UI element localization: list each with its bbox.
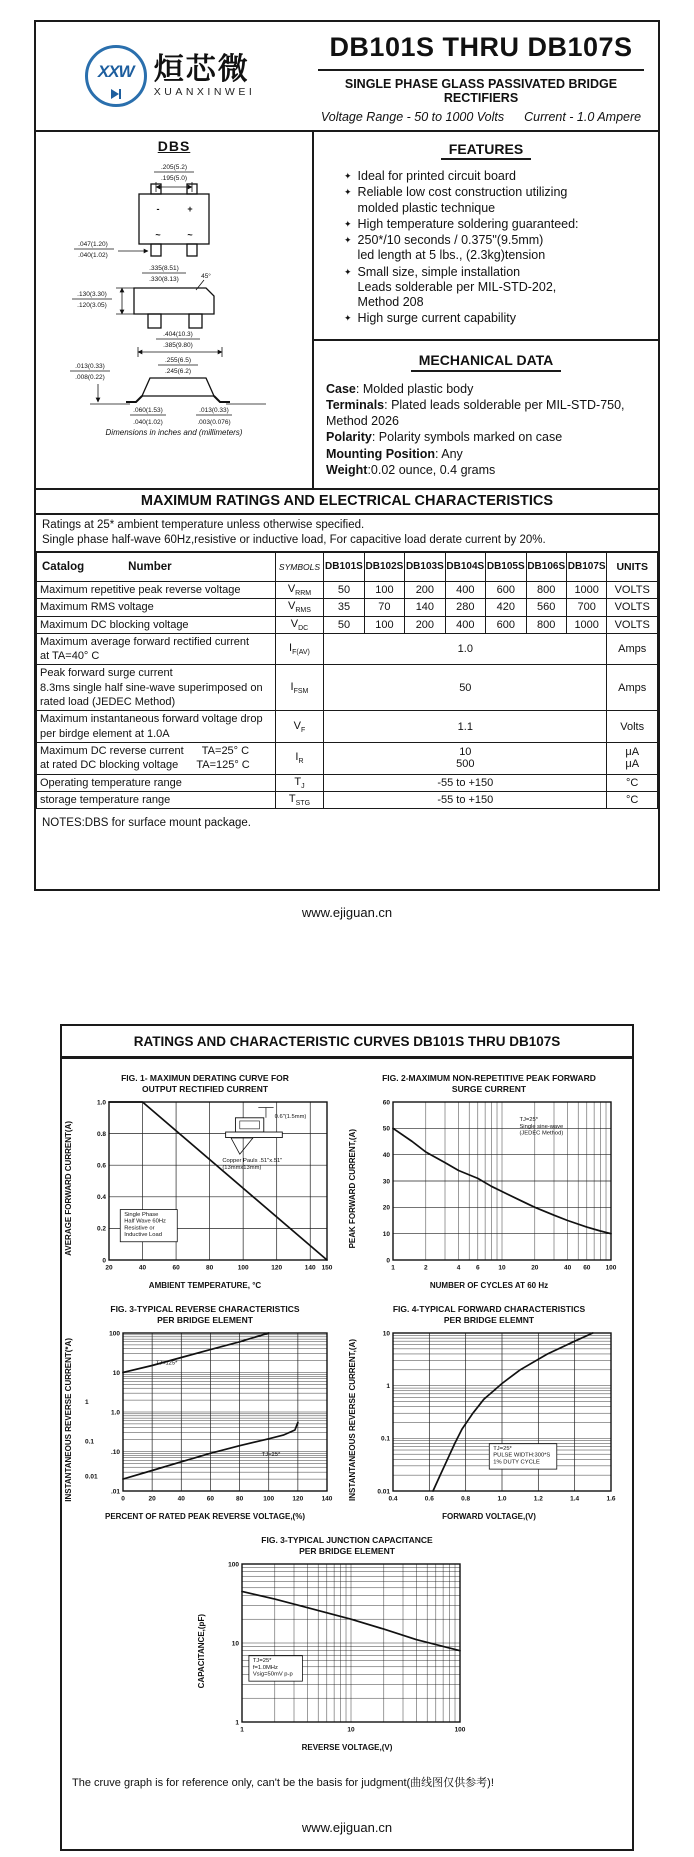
fig2-canvas: [361, 1096, 621, 1276]
rating-value: 400: [445, 616, 485, 633]
y-tick-label: 0.01: [377, 1488, 390, 1496]
polarity-plus-mark: +: [187, 204, 193, 214]
x-axis-label: REVERSE VOLTAGE,(V): [301, 1743, 393, 1753]
x-tick-label: 20: [148, 1495, 156, 1503]
rating-value: 800: [526, 581, 566, 598]
y-tick-label: 10: [382, 1330, 390, 1338]
x-tick-label: 120: [271, 1264, 283, 1272]
rating-value: 10 500: [324, 742, 607, 774]
rating-value: 200: [405, 581, 445, 598]
rating-value: 700: [566, 599, 606, 616]
notes-text: NOTES:DBS for surface mount package.: [42, 817, 252, 830]
col-db102s: DB102S: [364, 552, 404, 581]
rating-value: 140: [405, 599, 445, 616]
parameter-name: Maximum RMS voltage: [37, 599, 276, 616]
x-tick-label: 1.2: [533, 1495, 543, 1503]
chart-annotation: PULSE WIDTH:300*S: [493, 1453, 551, 1460]
logo-xxw-text: XXW: [97, 62, 134, 81]
dim-body-height-min: .120(3.05): [77, 302, 107, 309]
curves-heading: RATINGS AND CHARACTERISTIC CURVES DB101S THRU DB107S: [62, 1026, 632, 1059]
x-tick-label: 4: [456, 1264, 461, 1272]
figure-title: FIG. 3-TYPICAL REVERSE CHARACTERISTICS PER BRIDGE ELEMENT: [110, 1304, 300, 1326]
feature-item: [344, 265, 648, 311]
y-tick-label: 1: [235, 1719, 239, 1727]
feature-bullet-icon: ✦: [344, 266, 352, 277]
mechanical-data-line: Polarity: Polarity symbols marked on case: [326, 430, 563, 445]
rating-value: 50: [324, 581, 364, 598]
voltage-range: Voltage Range - 50 to 1000 Volts: [320, 110, 505, 124]
current-rating: Current - 1.0 Ampere: [524, 110, 642, 124]
dim-overall-width-max: .404(10.3): [163, 331, 193, 338]
figure-3-reverse-characteristics: [64, 1304, 346, 1521]
x-tick-label: 40: [177, 1495, 185, 1503]
figure-2-surge-current: [348, 1073, 630, 1290]
x-tick-label: 1.4: [570, 1495, 580, 1503]
feature-text: Reliable low cost construction utilizing molded plastic technique: [357, 185, 568, 215]
y-tick-label: 10: [382, 1231, 390, 1239]
chart-annotation: f=1.0MHz: [252, 1665, 278, 1672]
figure-title: FIG. 1- MAXIMUN DERATING CURVE FOR OUTPUT RECTIFIED CURRENT: [121, 1073, 289, 1095]
title-block: [304, 22, 658, 130]
feature-bullet-icon: ✦: [344, 187, 352, 198]
y-axis-label: CAPACITANCE,(pF): [197, 1613, 206, 1689]
feature-text: High temperature soldering guaranteed:: [357, 216, 579, 231]
rating-value: 100: [364, 616, 404, 633]
rating-value: 70: [364, 599, 404, 616]
units: μA μA: [607, 742, 658, 774]
ratings-condition-2: Single phase half-wave 60Hz,resistive or inductive load, For capacitive load derate current by 20%.: [42, 533, 546, 546]
parameter-name: Operating temperature range: [37, 774, 276, 791]
dim-foot-length-max: .060(1.53): [133, 407, 163, 414]
chart-annotation: 1% DUTY CYCLE: [493, 1459, 540, 1466]
dim-foot-length-min: .040(1.02): [133, 419, 163, 426]
rating-value: 1000: [566, 616, 606, 633]
feature-bullet-icon: ✦: [344, 171, 352, 181]
dim-lead-thickness-max: .013(0.33): [199, 407, 229, 414]
table-row: [37, 599, 658, 616]
y-outer-label: 1: [85, 1399, 89, 1407]
dim-top-width-max: .205(5.2): [160, 164, 188, 171]
y-tick-label: 0.1: [380, 1435, 390, 1443]
x-tick-label: 40: [138, 1264, 147, 1272]
mechanical-data-heading: MECHANICAL DATA: [411, 351, 562, 372]
polarity-minus-mark: -: [156, 204, 160, 214]
table-row: [37, 633, 658, 665]
feature-item: [344, 217, 648, 232]
chart-annotation: (13mmx13mm): [222, 1165, 262, 1172]
chart-annotation: (JEDEC Method): [519, 1130, 564, 1137]
y-tick-label: 1.0: [96, 1099, 106, 1107]
x-tick-label: 2: [423, 1264, 428, 1272]
brand-text: [154, 54, 256, 98]
y-tick-label: 0.4: [96, 1194, 106, 1202]
y-tick-label: 0.6: [96, 1162, 106, 1170]
parameter-name: Peak forward surge current 8.3ms single half sine-wave superimposed on rated load (JEDEC Method): [37, 665, 276, 711]
col-db105s: DB105S: [486, 552, 526, 581]
figure-5-junction-capacitance: [197, 1535, 497, 1752]
figure-4-forward-characteristics: [348, 1304, 630, 1521]
y-tick-label: 10: [231, 1640, 239, 1648]
y-tick-label: 0.2: [96, 1225, 106, 1233]
symbol: $I_{FSM}$: [275, 665, 324, 711]
units: Amps: [607, 665, 658, 711]
ratings-summary: [318, 110, 644, 124]
feature-text: High surge current capability: [357, 311, 516, 326]
y-axis-label: INSTANTANEOUS REVERSE CURRENT,(A): [348, 1338, 357, 1501]
rating-value: 1.1: [324, 711, 607, 743]
chart-annotation: Resistive or: [124, 1225, 155, 1232]
mechanical-data-section: [314, 341, 658, 489]
dim-body-width-max: .255(6.5): [164, 357, 192, 364]
dim-lead-thickness-min: .003(0.076): [197, 419, 231, 426]
parameter-name: Maximum DC blocking voltage: [37, 616, 276, 633]
x-tick-label: 80: [235, 1495, 244, 1503]
y-tick-label: 100: [228, 1561, 239, 1569]
feature-bullet-icon: ✦: [344, 218, 352, 229]
feature-bullet-icon: ✦: [344, 235, 352, 245]
symbol: $V_F$: [275, 711, 324, 743]
dim-lead-width-min: .040(1.02): [78, 252, 108, 259]
col-db103s: DB103S: [405, 552, 445, 581]
dim-chamfer-angle: 45°: [201, 273, 211, 280]
col-catalog-number: [37, 552, 276, 581]
table-row: [37, 791, 658, 808]
ratings-conditions: [36, 515, 658, 552]
x-axis-label: PERCENT OF RATED PEAK REVERSE VOLTAGE,(%): [104, 1512, 305, 1522]
feature-item: [344, 233, 648, 264]
dimensions-caption: Dimensions in inches and (millimeters): [105, 428, 243, 437]
x-tick-label: 100: [454, 1726, 466, 1734]
chart-annotation: Single Phase: [124, 1211, 159, 1218]
mechanical-data-list: [326, 381, 646, 479]
x-axis-label: AMBIENT TEMPERATURE, °C: [148, 1281, 262, 1291]
feature-bullet-icon: ✦: [344, 313, 352, 324]
fig4-canvas: [361, 1327, 621, 1507]
y-outer-label: 0.01: [85, 1473, 98, 1481]
y-tick-label: 0: [386, 1257, 390, 1265]
chart-annotation: Half Wave 60Hz: [124, 1218, 166, 1225]
brand-latin: XUANXINWEI: [153, 85, 256, 98]
table-row: [37, 742, 658, 774]
units: VOLTS: [607, 599, 658, 616]
package-dimension-drawing: [38, 156, 310, 426]
rating-value: 280: [445, 599, 485, 616]
y-tick-label: 60: [382, 1099, 390, 1107]
x-tick-label: 60: [206, 1495, 215, 1503]
units: °C: [607, 774, 658, 791]
rating-value: 600: [486, 616, 526, 633]
rating-value: 1000: [566, 581, 606, 598]
y-outer-label: 0.1: [85, 1438, 95, 1446]
symbol: $V_{RRM}$: [275, 581, 324, 598]
table-row: [37, 581, 658, 598]
table-row: [37, 774, 658, 791]
x-tick-label: 120: [292, 1495, 304, 1503]
x-tick-label: 0.6: [424, 1495, 434, 1503]
x-tick-label: 10: [347, 1726, 355, 1734]
dim-body-width-min: .245(6.2): [164, 368, 192, 375]
x-tick-label: 0.4: [388, 1495, 398, 1503]
right-column: [314, 132, 658, 488]
ratings-heading: MAXIMUM RATINGS AND ELECTRICAL CHARACTERISTICS: [36, 490, 658, 515]
y-tick-label: .01: [110, 1488, 120, 1496]
x-tick-label: 1.0: [497, 1495, 507, 1503]
col-db101s: DB101S: [324, 552, 364, 581]
xxw-logo-icon: [85, 45, 147, 107]
y-tick-label: .10: [110, 1449, 120, 1457]
dim-side-width-min: .330(8.13): [149, 276, 179, 283]
number-label: Number: [128, 560, 172, 573]
units: VOLTS: [607, 581, 658, 598]
x-tick-label: 100: [605, 1264, 617, 1272]
x-tick-label: 60: [583, 1264, 591, 1272]
x-tick-label: 140: [321, 1495, 333, 1503]
part-number-title: DB101S THRU DB107S: [318, 32, 644, 71]
ac-mark: ~: [155, 230, 161, 240]
mechanical-data-line: Case: Molded plastic body: [326, 381, 474, 396]
col-db106s: DB106S: [526, 552, 566, 581]
y-axis-label: INSTANTANEOUS REVERSE CURRENT(*A): [64, 1337, 73, 1502]
figure-1-derating-curve: [64, 1073, 346, 1290]
figure-row-3: [62, 1535, 632, 1752]
table-row: [37, 711, 658, 743]
parameter-name: Maximum DC reverse current TA=25° C at rated DC blocking voltage TA=125° C: [37, 742, 276, 774]
dim-side-width-max: .335(8.51): [149, 265, 179, 272]
rating-value: -55 to +150: [324, 791, 607, 808]
brand-chinese: 烜芯微: [153, 53, 250, 87]
parameter-name: Maximum instantaneous forward voltage drop per birdge element at 1.0A: [37, 711, 276, 743]
x-axis-label: NUMBER OF CYCLES AT 60 Hz: [429, 1281, 549, 1291]
feature-item: [344, 185, 648, 216]
dim-overall-width-min: .385(9.80): [163, 342, 193, 349]
x-tick-label: 1: [391, 1264, 395, 1272]
feature-text: 250*/10 seconds / 0.375"(9.5mm) led length at 5 lbs., (2.3kg)tension: [357, 233, 546, 263]
table-row: [37, 616, 658, 633]
brand-logo: [36, 22, 304, 130]
page-1: [34, 20, 660, 891]
x-tick-label: 0.8: [461, 1495, 471, 1503]
chart-annotation: TJ=125*: [155, 1360, 178, 1367]
features-section: [314, 132, 658, 341]
mechanical-data-line: Method 2026: [326, 414, 399, 429]
symbol: $V_{DC}$: [275, 616, 324, 633]
y-tick-label: 40: [382, 1152, 390, 1160]
fig1-canvas: [77, 1096, 337, 1276]
x-tick-label: 60: [172, 1264, 180, 1272]
symbol: $V_{RMS}$: [275, 599, 324, 616]
rating-value: 560: [526, 599, 566, 616]
chart-annotation: Single sine-wave: [519, 1123, 564, 1130]
y-tick-label: 10: [112, 1370, 120, 1378]
chart-annotation: TJ=25*: [519, 1117, 538, 1124]
chart-annotation: 0.6"(1.5mm): [274, 1113, 307, 1120]
dim-standoff-max: .013(0.33): [75, 363, 105, 370]
x-tick-label: 100: [263, 1495, 275, 1503]
units: VOLTS: [607, 616, 658, 633]
y-tick-label: 100: [109, 1330, 120, 1338]
website-url: www.ejiguan.cn: [301, 905, 393, 921]
package-inset-pad: [226, 1132, 283, 1138]
x-tick-label: 20: [105, 1264, 113, 1272]
figure-row-2: [62, 1304, 632, 1521]
dim-body-height-max: .130(3.30): [77, 291, 107, 298]
ratings-table: [36, 552, 658, 809]
reference-disclaimer: The cruve graph is for reference only, can't be the basis for judgment(曲线图仅供参考)!: [72, 1777, 494, 1790]
feature-text: Ideal for printed circuit board: [357, 169, 516, 183]
catalog-label: Catalog: [42, 560, 85, 573]
rating-value: 400: [445, 581, 485, 598]
symbol: $T_{STG}$: [275, 791, 324, 808]
feature-text: Small size, simple installation Leads solderable per MIL-STD-202, Method 208: [357, 264, 557, 309]
header: [36, 22, 658, 132]
dim-lead-width-max: .047(1.20): [78, 241, 108, 248]
features-heading: FEATURES: [441, 141, 531, 160]
col-symbols: SYMBOLS: [275, 552, 324, 581]
x-tick-label: 150: [321, 1264, 333, 1272]
x-tick-label: 20: [531, 1264, 539, 1272]
figure-title: FIG. 2-MAXIMUM NON-REPETITIVE PEAK FORWARD SURGE CURRENT: [382, 1073, 596, 1095]
subtitle: SINGLE PHASE GLASS PASSIVATED BRIDGE RECTIFIERS: [344, 77, 618, 105]
table-header-row: [37, 552, 658, 581]
page-2: [60, 1024, 634, 1851]
col-units: UNITS: [607, 552, 658, 581]
chart-annotation: Vsig=50mV p-p: [252, 1671, 293, 1678]
y-tick-label: 0: [102, 1257, 106, 1265]
y-tick-label: 30: [382, 1178, 390, 1186]
y-tick-label: 1.0: [110, 1409, 120, 1417]
col-db107s: DB107S: [566, 552, 606, 581]
chart-annotation: TJ=25*: [261, 1452, 281, 1459]
dim-top-width-min: .195(5.0): [160, 175, 188, 182]
mechanical-data-line: Weight:0.02 ounce, 0.4 grams: [326, 462, 496, 477]
y-axis-label: PEAK FORWARD CURRENT,(A): [348, 1128, 357, 1249]
x-tick-label: 40: [564, 1264, 572, 1272]
parameter-name: Maximum repetitive peak reverse voltage: [37, 581, 276, 598]
rating-value: 1.0: [324, 633, 607, 665]
x-tick-label: 140: [304, 1264, 316, 1272]
rating-value: 800: [526, 616, 566, 633]
feature-item: [344, 169, 648, 184]
x-tick-label: 0: [121, 1495, 125, 1503]
chart-annotation: Inductive Load: [124, 1232, 162, 1239]
ac-mark: ~: [187, 230, 193, 240]
units: Volts: [607, 711, 658, 743]
y-axis-label: AVERAGE FORWARD CURRENT(A): [64, 1121, 73, 1257]
fig5-canvas: [210, 1558, 470, 1738]
package-name: DBS: [157, 138, 191, 154]
parameter-name: storage temperature range: [37, 791, 276, 808]
symbol: $T_J$: [275, 774, 324, 791]
features-list: [324, 169, 648, 327]
x-tick-label: 80: [205, 1264, 214, 1272]
mechanical-data-line: Mounting Position: Any: [326, 446, 463, 461]
symbol: $I_{F(AV)}$: [275, 633, 324, 665]
rating-value: -55 to +150: [324, 774, 607, 791]
rating-value: 200: [405, 616, 445, 633]
x-tick-label: 1: [240, 1726, 244, 1734]
mechanical-data-line: Terminals: Plated leads solderable per MIL-STD-750,: [326, 397, 625, 412]
y-tick-label: 1: [386, 1383, 390, 1391]
figure-title: FIG. 3-TYPICAL JUNCTION CAPACITANCE PER BRIDGE ELEMENT: [261, 1535, 433, 1557]
y-tick-label: 0.8: [96, 1131, 106, 1139]
col-db104s: DB104S: [445, 552, 485, 581]
rating-value: 35: [324, 599, 364, 616]
x-tick-label: 1.6: [606, 1495, 616, 1503]
rating-value: 600: [486, 581, 526, 598]
datasheet: [0, 20, 694, 1851]
x-axis-label: FORWARD VOLTAGE,(V): [442, 1512, 536, 1522]
fig3-canvas: [77, 1327, 337, 1507]
package-and-features: [36, 132, 658, 488]
figure-title: FIG. 4-TYPICAL FORWARD CHARACTERISTICS PER BRIDGE ELEMNT: [392, 1304, 586, 1326]
feature-item: [344, 311, 648, 326]
y-tick-label: 20: [382, 1204, 390, 1212]
x-tick-label: 10: [498, 1264, 506, 1272]
rating-value: 420: [486, 599, 526, 616]
rating-value: 50: [324, 665, 607, 711]
website-url: www.ejiguan.cn: [301, 1820, 393, 1836]
dim-standoff-min: .008(0.22): [75, 374, 105, 381]
parameter-name: Maximum average forward rectified current at TA=40° C: [37, 633, 276, 665]
ratings-section: [36, 488, 658, 889]
figure-row-1: [62, 1073, 632, 1290]
x-tick-label: 100: [237, 1264, 249, 1272]
rating-value: 50: [324, 616, 364, 633]
symbol: $I_R$: [275, 742, 324, 774]
table-row: [37, 665, 658, 711]
ratings-condition-1: Ratings at 25* ambient temperature unless otherwise specified.: [42, 519, 365, 532]
x-tick-label: 6: [476, 1264, 480, 1272]
chart-annotation: TJ=25*: [252, 1658, 272, 1665]
chart-annotation: Copper Pauls .51"x.51": [222, 1158, 283, 1165]
y-tick-label: 50: [382, 1125, 390, 1133]
package-outline-panel: [36, 132, 314, 488]
chart-annotation: TJ=25*: [493, 1446, 512, 1453]
units: Amps: [607, 633, 658, 665]
units: °C: [607, 791, 658, 808]
diode-icon: [111, 89, 121, 99]
rating-value: 100: [364, 581, 404, 598]
